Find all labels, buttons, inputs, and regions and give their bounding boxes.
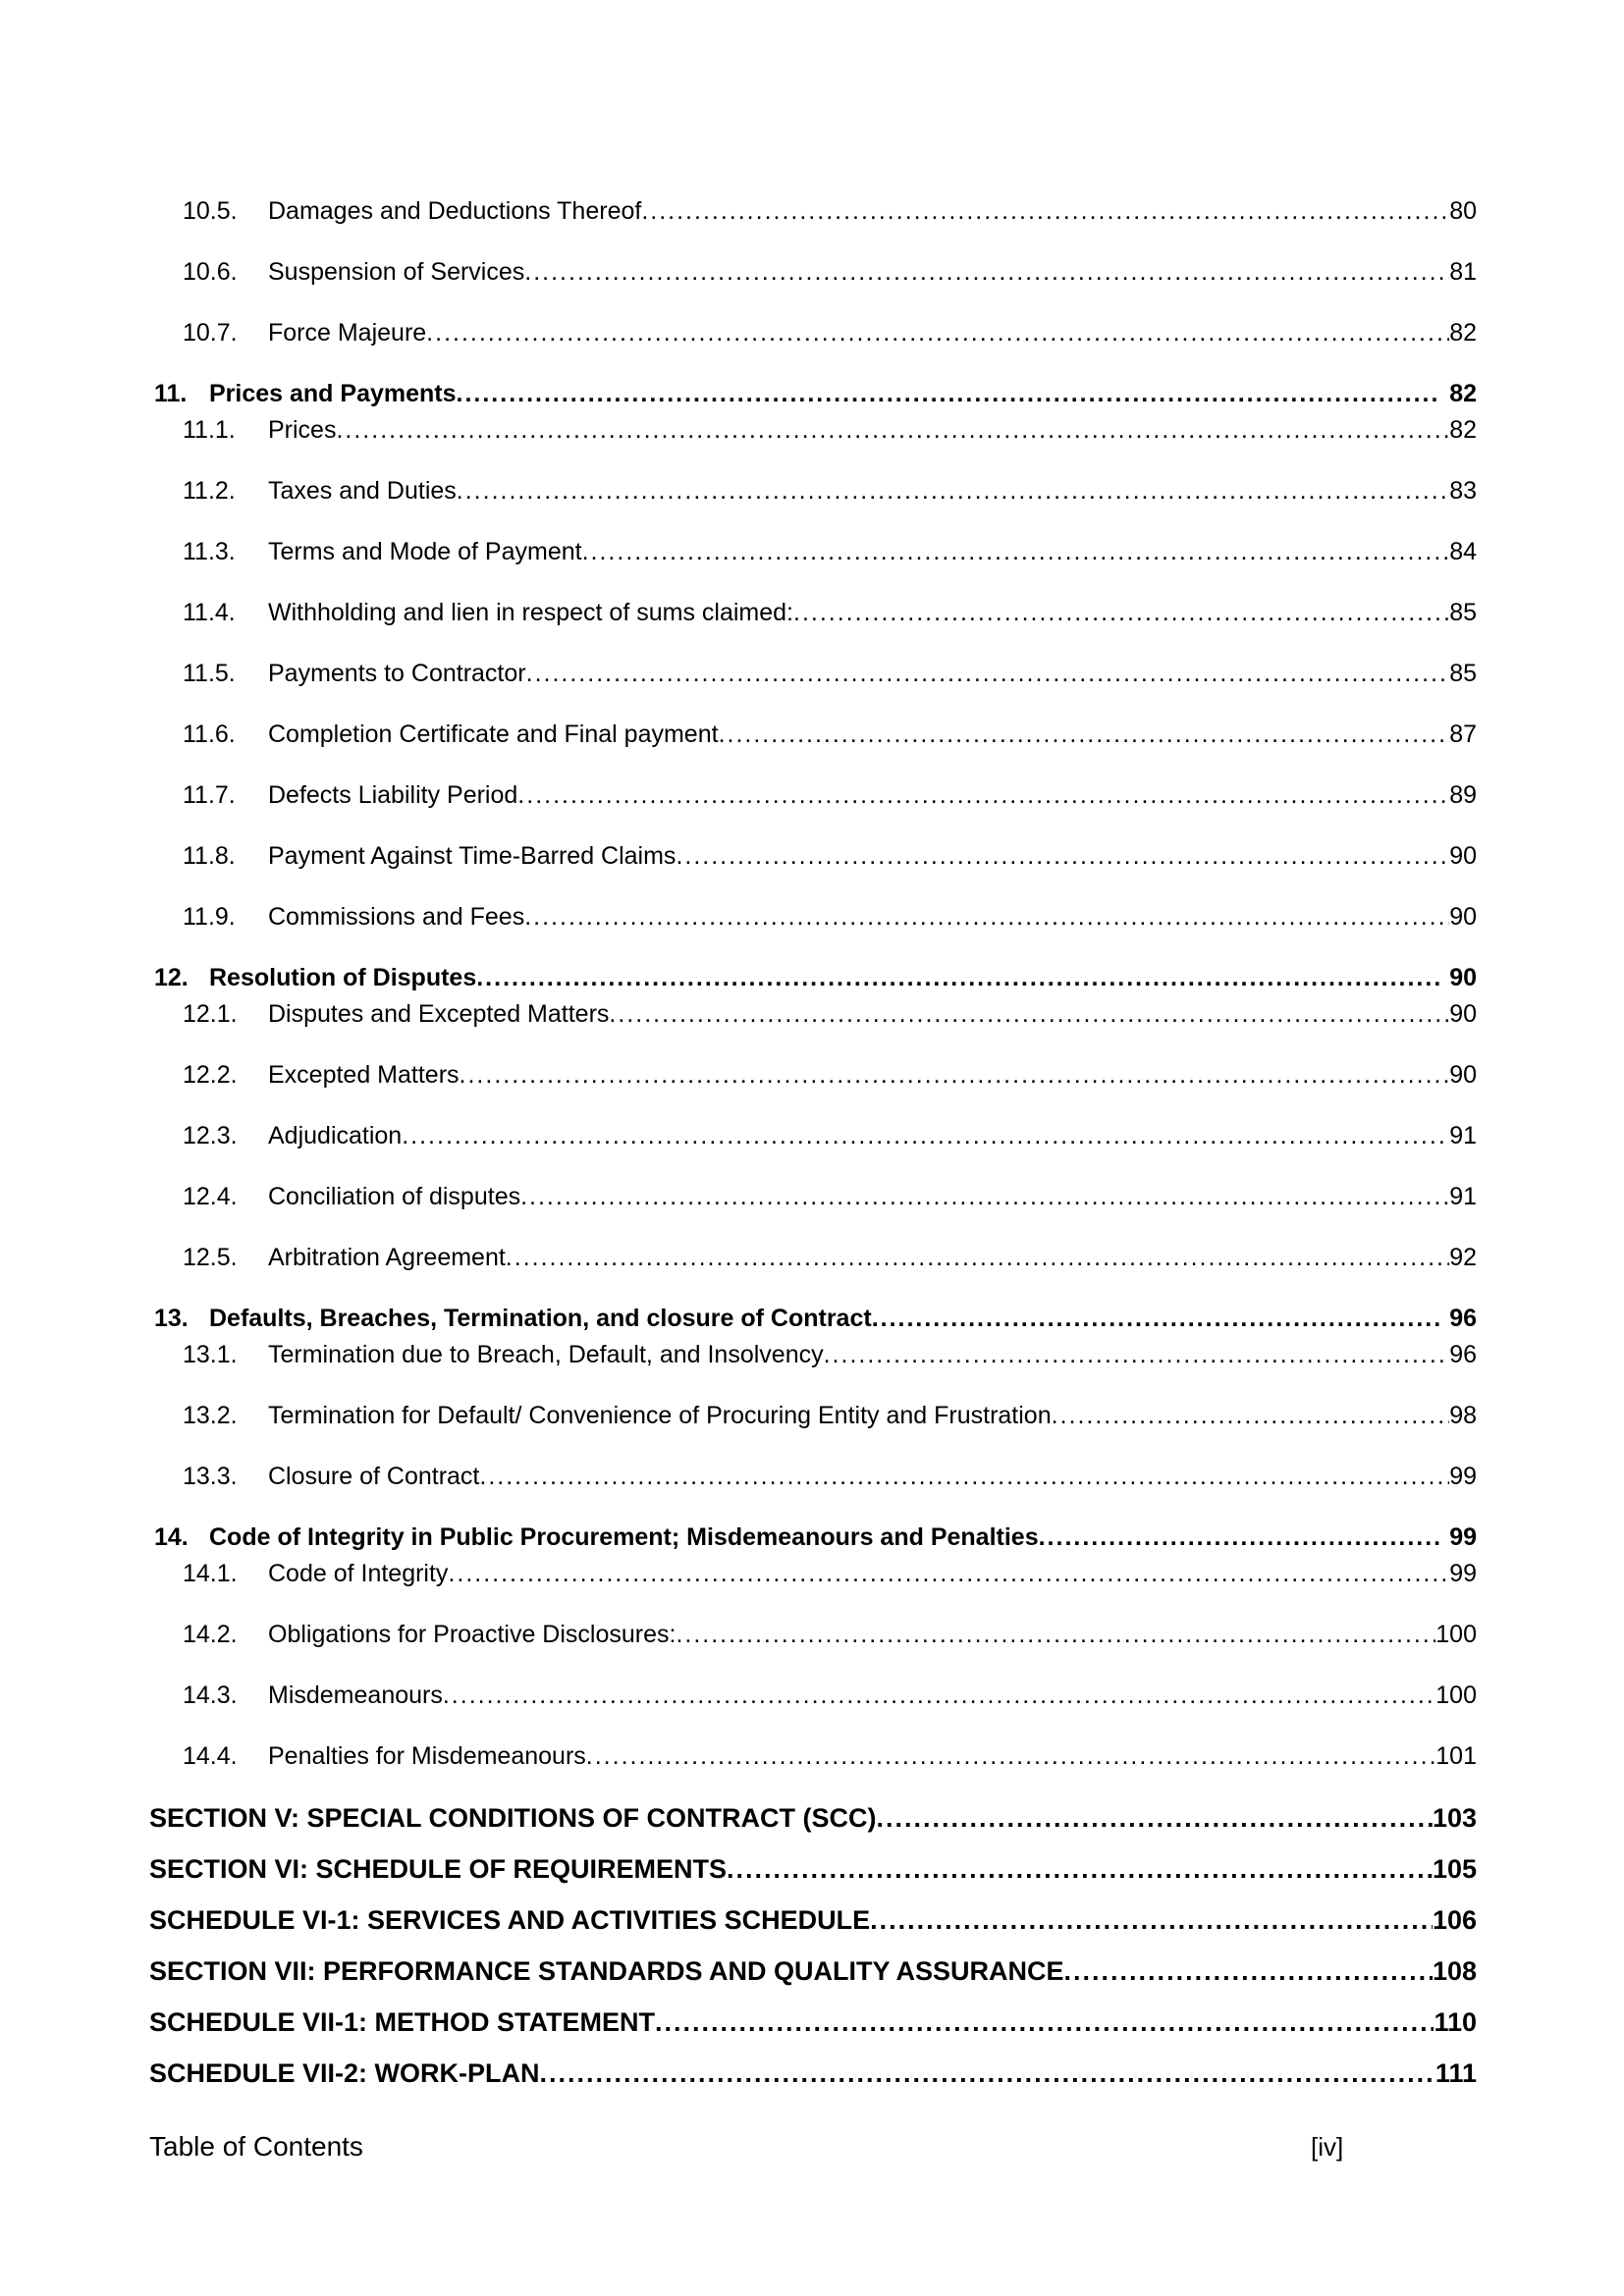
toc-leader-dots <box>1064 1955 1433 1988</box>
toc-leader-dots <box>824 1340 1450 1369</box>
toc-entry-title: Code of Integrity in Public Procurement; Misdemeanours and Penalties <box>209 1523 1039 1551</box>
toc-entry-title: Defects Liability Period <box>268 781 518 809</box>
toc-entry[interactable] <box>149 537 1477 566</box>
toc-entry[interactable] <box>149 1802 1477 1835</box>
toc-leader-dots <box>870 1904 1433 1937</box>
toc-leader-dots <box>457 476 1449 506</box>
toc-entry-number: 10.6. <box>183 258 238 286</box>
toc-entry-number: 13.3. <box>183 1463 238 1490</box>
toc-entry-number: 14.3. <box>183 1682 238 1709</box>
toc-entry-title: Prices <box>268 416 337 444</box>
toc-entry-page: 82 <box>1449 416 1477 444</box>
toc-entry-title: Excepted Matters <box>268 1061 460 1089</box>
toc-entry-title: Adjudication <box>268 1122 403 1149</box>
toc-leader-dots <box>719 720 1450 749</box>
toc-entry-number: 11.4. <box>183 599 236 626</box>
toc-entry[interactable] <box>149 1681 1477 1710</box>
toc-entry-number: 11.8. <box>183 842 236 870</box>
toc-entry[interactable] <box>149 999 1477 1029</box>
toc-entry-title: Terms and Mode of Payment <box>268 538 582 565</box>
toc-entry-page: 90 <box>1449 1061 1477 1089</box>
toc-entry-number: 12.4. <box>183 1183 238 1210</box>
toc-entry-page: 83 <box>1449 477 1477 505</box>
toc-entry[interactable] <box>149 1243 1477 1272</box>
toc-leader-dots <box>524 257 1449 287</box>
toc-entry[interactable] <box>149 1559 1477 1588</box>
toc-entry-title: Arbitration Agreement <box>268 1244 506 1271</box>
toc-entry[interactable] <box>149 1853 1477 1886</box>
toc-entry[interactable] <box>149 196 1477 226</box>
toc-entry-title: Commissions and Fees <box>268 903 525 931</box>
toc-entry-page: 111 <box>1435 2058 1477 2088</box>
toc-entry-page: 82 <box>1449 380 1477 407</box>
toc-entry-number: 11.5. <box>183 660 236 687</box>
toc-entry-page: 89 <box>1449 781 1477 809</box>
toc-entry-page: 80 <box>1449 197 1477 225</box>
toc-entry-page: 90 <box>1449 1000 1477 1028</box>
toc-entry-page: 90 <box>1449 903 1477 931</box>
toc-entry[interactable] <box>149 257 1477 287</box>
toc-entry-page: 105 <box>1432 1854 1477 1884</box>
toc-entry[interactable] <box>149 318 1477 347</box>
toc-entry-number: 12.3. <box>183 1122 238 1149</box>
toc-entry-number: 13.2. <box>183 1402 238 1429</box>
toc-leader-dots <box>479 1462 1449 1491</box>
toc-entry-title: Suspension of Services <box>268 258 525 286</box>
toc-entry-page: 101 <box>1435 1742 1477 1770</box>
toc-entry-title: SECTION VII: PERFORMANCE STANDARDS AND QUALITY ASSURANCE <box>149 1956 1064 1986</box>
toc-entry-number: 10.5. <box>183 197 238 225</box>
toc-leader-dots <box>582 537 1450 566</box>
toc-entry-page: 99 <box>1449 1523 1477 1551</box>
toc-leader-dots <box>402 1121 1449 1150</box>
toc-leader-dots <box>506 1243 1449 1272</box>
toc-entry-number: 14.4. <box>183 1742 238 1770</box>
toc-entry-title: Taxes and Duties <box>268 477 457 505</box>
toc-leader-dots <box>727 1853 1433 1886</box>
toc-entry-page: 85 <box>1449 599 1477 626</box>
toc-entry-title: Termination for Default/ Convenience of Procuring Entity and Frustration <box>268 1402 1052 1429</box>
toc-entry-title: Withholding and lien in respect of sums claimed: <box>268 599 793 626</box>
toc-entry[interactable] <box>149 902 1477 932</box>
toc-entry-number: 11.7. <box>183 781 236 809</box>
toc-entry-title: Payment Against Time-Barred Claims <box>268 842 677 870</box>
toc-leader-dots <box>641 196 1449 226</box>
table-of-contents <box>149 196 1477 2109</box>
toc-entry-number: 12.2. <box>183 1061 238 1089</box>
toc-entry-title: Closure of Contract <box>268 1463 480 1490</box>
toc-entry[interactable] <box>149 379 1477 408</box>
toc-entry[interactable] <box>149 1462 1477 1491</box>
toc-entry-title: Misdemeanours <box>268 1682 443 1709</box>
toc-entry-title: SECTION V: SPECIAL CONDITIONS OF CONTRACT (SCC) <box>149 1803 877 1833</box>
toc-entry-title: Code of Integrity <box>268 1560 449 1587</box>
toc-entry-page: 103 <box>1432 1803 1477 1833</box>
toc-entry-page: 92 <box>1449 1244 1477 1271</box>
toc-entry-number: 14.2. <box>183 1621 238 1648</box>
toc-leader-dots <box>476 963 1441 992</box>
toc-entry-number: 14.1. <box>183 1560 238 1587</box>
toc-entry-title: SCHEDULE VII-2: WORK-PLAN <box>149 2058 540 2088</box>
toc-leader-dots <box>586 1741 1436 1771</box>
toc-entry-number: 10.7. <box>183 319 238 347</box>
toc-entry-number: 11. <box>154 380 188 407</box>
toc-entry[interactable] <box>149 780 1477 810</box>
toc-leader-dots <box>877 1802 1433 1835</box>
toc-entry-number: 11.2. <box>183 477 236 505</box>
toc-entry-number: 12.5. <box>183 1244 238 1271</box>
toc-leader-dots <box>448 1559 1449 1588</box>
toc-entry[interactable] <box>149 1304 1477 1333</box>
toc-entry[interactable] <box>149 1340 1477 1369</box>
toc-leader-dots <box>517 780 1449 810</box>
toc-entry-page: 82 <box>1449 319 1477 347</box>
toc-entry-number: 11.6. <box>183 721 236 748</box>
toc-entry[interactable] <box>149 963 1477 992</box>
footer-page-number: [iv] <box>1311 2132 1344 2162</box>
toc-leader-dots <box>655 2006 1434 2039</box>
toc-entry-page: 90 <box>1449 964 1477 991</box>
toc-entry-page: 99 <box>1449 1463 1477 1490</box>
toc-entry-page: 91 <box>1449 1183 1477 1210</box>
footer-title: Table of Contents <box>149 2131 363 2162</box>
toc-entry-page: 84 <box>1449 538 1477 565</box>
toc-entry-number: 13.1. <box>183 1341 238 1368</box>
toc-entry-title: SCHEDULE VII-1: METHOD STATEMENT <box>149 2007 656 2037</box>
toc-entry[interactable] <box>149 476 1477 506</box>
toc-entry-number: 12. <box>154 964 189 991</box>
toc-entry-number: 11.3. <box>183 538 236 565</box>
toc-entry-number: 12.1. <box>183 1000 238 1028</box>
toc-entry[interactable] <box>149 1401 1477 1430</box>
toc-leader-dots <box>872 1304 1442 1333</box>
toc-entry-page: 87 <box>1449 721 1477 748</box>
toc-entry[interactable] <box>149 1620 1477 1649</box>
toc-entry[interactable] <box>149 1121 1477 1150</box>
toc-entry[interactable] <box>149 659 1477 688</box>
toc-entry-title: Defaults, Breaches, Termination, and closure of Contract <box>209 1305 872 1332</box>
toc-leader-dots <box>524 902 1449 932</box>
toc-entry-page: 110 <box>1434 2007 1477 2037</box>
toc-entry-number: 11.1. <box>183 416 236 444</box>
toc-entry-number: 14. <box>154 1523 189 1551</box>
toc-entry-page: 98 <box>1449 1402 1477 1429</box>
toc-leader-dots <box>443 1681 1435 1710</box>
toc-leader-dots <box>676 1620 1435 1649</box>
toc-entry[interactable] <box>149 1182 1477 1211</box>
toc-entry-page: 81 <box>1449 258 1477 286</box>
toc-entry-title: SECTION VI: SCHEDULE OF REQUIREMENTS <box>149 1854 728 1884</box>
toc-entry[interactable] <box>149 1741 1477 1771</box>
toc-leader-dots <box>426 318 1449 347</box>
toc-entry[interactable] <box>149 1904 1477 1937</box>
toc-entry[interactable] <box>149 841 1477 871</box>
toc-entry[interactable] <box>149 598 1477 627</box>
toc-leader-dots <box>1052 1401 1450 1430</box>
toc-entry[interactable] <box>149 1060 1477 1090</box>
toc-entry-page: 90 <box>1449 842 1477 870</box>
toc-entry-title: Penalties for Misdemeanours <box>268 1742 586 1770</box>
toc-entry-title: Disputes and Excepted Matters <box>268 1000 610 1028</box>
toc-entry-title: SCHEDULE VI-1: SERVICES AND ACTIVITIES SCHEDULE <box>149 1905 871 1935</box>
toc-entry[interactable] <box>149 2006 1477 2039</box>
toc-entry[interactable] <box>149 1955 1477 1988</box>
toc-entry-page: 85 <box>1449 660 1477 687</box>
toc-entry-page: 100 <box>1435 1682 1477 1709</box>
toc-leader-dots <box>609 999 1449 1029</box>
toc-leader-dots <box>1039 1522 1442 1552</box>
toc-entry[interactable] <box>149 720 1477 749</box>
toc-entry-title: Prices and Payments <box>209 380 457 407</box>
toc-entry-page: 106 <box>1432 1905 1477 1935</box>
toc-leader-dots <box>460 1060 1450 1090</box>
toc-entry[interactable] <box>149 1522 1477 1552</box>
toc-entry[interactable] <box>149 2057 1477 2090</box>
toc-entry-title: Termination due to Breach, Default, and Insolvency <box>268 1341 824 1368</box>
toc-entry-title: Damages and Deductions Thereof <box>268 197 642 225</box>
toc-entry-number: 11.9. <box>183 903 236 931</box>
toc-entry-number: 13. <box>154 1305 189 1332</box>
toc-entry-title: Completion Certificate and Final payment <box>268 721 719 748</box>
toc-entry-title: Force Majeure <box>268 319 427 347</box>
toc-leader-dots <box>336 415 1449 445</box>
toc-entry-page: 96 <box>1449 1305 1477 1332</box>
toc-leader-dots <box>793 598 1449 627</box>
toc-entry-page: 108 <box>1432 1956 1477 1986</box>
toc-entry-page: 96 <box>1449 1341 1477 1368</box>
toc-entry-title: Obligations for Proactive Disclosures: <box>268 1621 677 1648</box>
toc-leader-dots <box>540 2057 1435 2090</box>
toc-entry-title: Conciliation of disputes <box>268 1183 521 1210</box>
toc-entry-page: 91 <box>1449 1122 1477 1149</box>
toc-entry-title: Payments to Contractor <box>268 660 526 687</box>
toc-leader-dots <box>676 841 1449 871</box>
toc-leader-dots <box>457 379 1442 408</box>
toc-entry-page: 99 <box>1449 1560 1477 1587</box>
toc-entry-title: Resolution of Disputes <box>209 964 477 991</box>
toc-leader-dots <box>526 659 1450 688</box>
toc-entry-page: 100 <box>1435 1621 1477 1648</box>
toc-leader-dots <box>520 1182 1449 1211</box>
toc-entry[interactable] <box>149 415 1477 445</box>
